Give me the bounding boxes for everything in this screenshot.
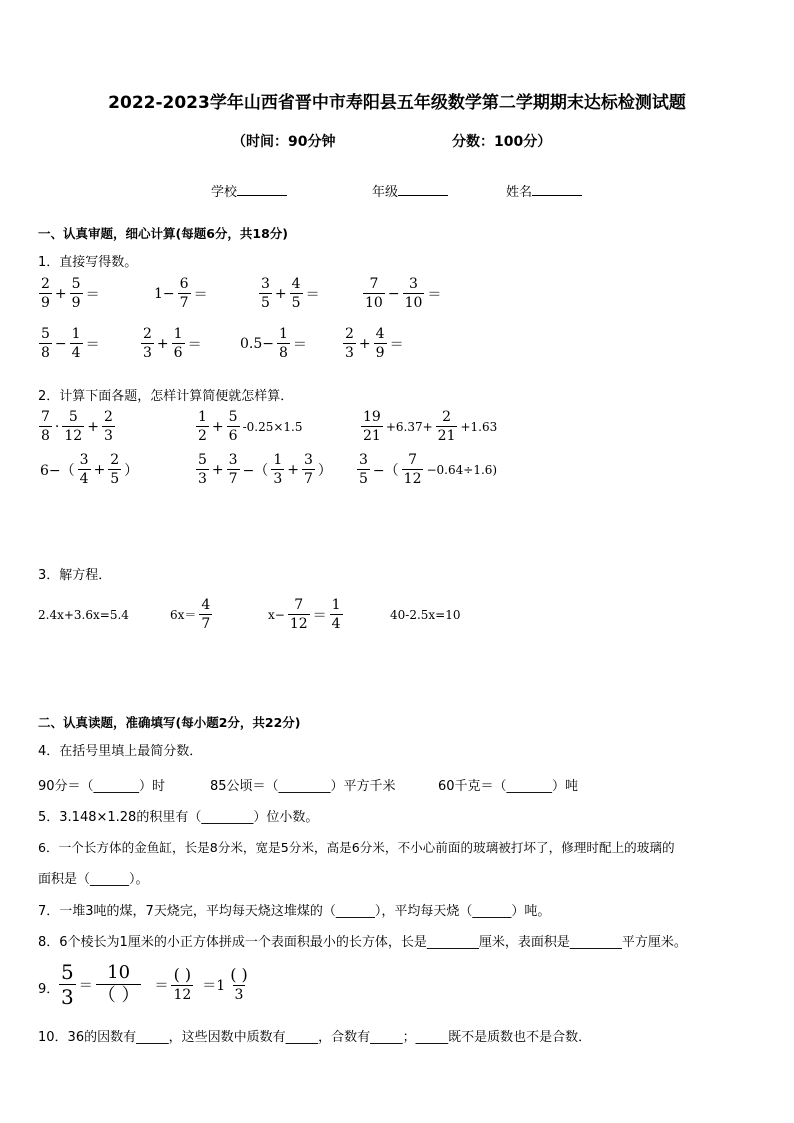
q3-eq-4: 40-2.5x=10 (390, 608, 461, 622)
q2-expr-5: $\frac{5}{3}$ + $\frac{3}{7}$ −（ $\frac{1}{3}$ + $\frac{3}{7}$ ） (198, 452, 332, 487)
q9-label: 9． (38, 982, 60, 997)
q5-text: 5．3.148×1.28的积里有（________）位小数。 (38, 810, 319, 825)
name-field (506, 181, 582, 200)
q1-text: 1．直接写得数。 (38, 255, 138, 270)
q6-text-line1: 6．一个长方体的金鱼缸，长是8分米，宽是5分米，高是6分米，不小心前面的玻璃被打坏了，修理时配上的玻璃的 (38, 840, 675, 855)
q2-expr-4: 6−（ $\frac{3}{4}$ + $\frac{2}{5}$ ） (40, 452, 139, 487)
q1-expr-1: $\frac{2}{9}$ + $\frac{5}{9}$ ＝ (41, 276, 100, 311)
q8-text: 8．6个棱长为1厘米的小正方体拼成一个表面积最小的长方体，长是________厘米，表面积是________平方厘米。 (38, 935, 687, 950)
section2-heading: 二、认真读题，准确填写(每小题2分，共22分) (38, 715, 301, 730)
q1-expr-5: $\frac{5}{8}$ − $\frac{1}{4}$ ＝ (41, 326, 100, 361)
q7-text: 7．一堆3吨的煤，7天烧完，平均每天烧这堆煤的（______），平均每天烧（______）吨。 (38, 904, 551, 919)
q1-expr-2: 1− $\frac{6}{7}$ ＝ (154, 276, 208, 311)
q3-eq-1: 2.4x+3.6x=5.4 (38, 608, 129, 622)
q4-text: 4．在括号里填上最简分数． (38, 744, 203, 759)
score-label: 分数：100分） (452, 134, 552, 150)
q4-item-b: 85公顷＝（________）平方千米 (210, 779, 396, 794)
grade-label: 年级 (372, 185, 399, 200)
q1-expr-8: $\frac{2}{3}$ + $\frac{4}{9}$ ＝ (345, 326, 404, 361)
q2-expr-1: $\frac{7}{8}$ · $\frac{5}{12}$ + $\frac{2}{3}$ (41, 409, 113, 444)
q1-expr-7: 0.5− $\frac{1}{8}$ ＝ (240, 326, 307, 361)
q1-expr-4: $\frac{7}{10}$ − $\frac{3}{10}$ ＝ (365, 276, 442, 311)
q2-text: 2．计算下面各题，怎样计算简便就怎样算． (38, 389, 294, 404)
grade-field (372, 181, 448, 200)
q6-text-line2: 面积是（______）。 (38, 872, 149, 887)
school-field (211, 181, 287, 200)
exam-title: 2022-2023学年山西省晋中市寿阳县五年级数学第二学期期末达标检测试题 (108, 93, 686, 113)
school-label: 学校 (211, 185, 238, 200)
q1-expr-3: $\frac{3}{5}$ + $\frac{4}{5}$ ＝ (261, 276, 320, 311)
q1-expr-6: $\frac{2}{3}$ + $\frac{1}{6}$ ＝ (143, 326, 202, 361)
name-label: 姓名 (506, 185, 533, 200)
q2-expr-3: $\frac{19}{21}$ +6.37+ $\frac{2}{21}$ +1.63 (363, 409, 498, 444)
q10-text: 10．36的因数有_____，这些因数中质数有_____，合数有_____；_____既不是质数也不是合数． (38, 1030, 592, 1045)
q2-expr-2: $\frac{1}{2}$ + $\frac{5}{6}$ -0.25×1.5 (198, 409, 303, 444)
time-label: （时间：90分钟 (232, 134, 336, 150)
q9-expr: $\frac{5}{3}$ ＝ $\frac{10}{( )}$ ＝ $\frac{( )}{12}$ ＝1 $\frac{( )}{3}$ (61, 960, 248, 1009)
q3-eq-2: 6x＝ $\frac{4}{7}$ (170, 597, 211, 632)
q3-eq-3: x− $\frac{7}{12}$ ＝ $\frac{1}{4}$ (268, 597, 341, 632)
q4-item-a: 90分＝（_______）时 (38, 779, 166, 794)
q3-text: 3．解方程． (38, 568, 112, 583)
q4-item-c: 60千克＝（_______）吨 (438, 779, 579, 794)
section1-heading: 一、认真审题，细心计算(每题6分，共18分) (38, 226, 289, 241)
q2-expr-6: $\frac{3}{5}$ −（ $\frac{7}{12}$ −0.64÷1.6) (359, 452, 498, 487)
